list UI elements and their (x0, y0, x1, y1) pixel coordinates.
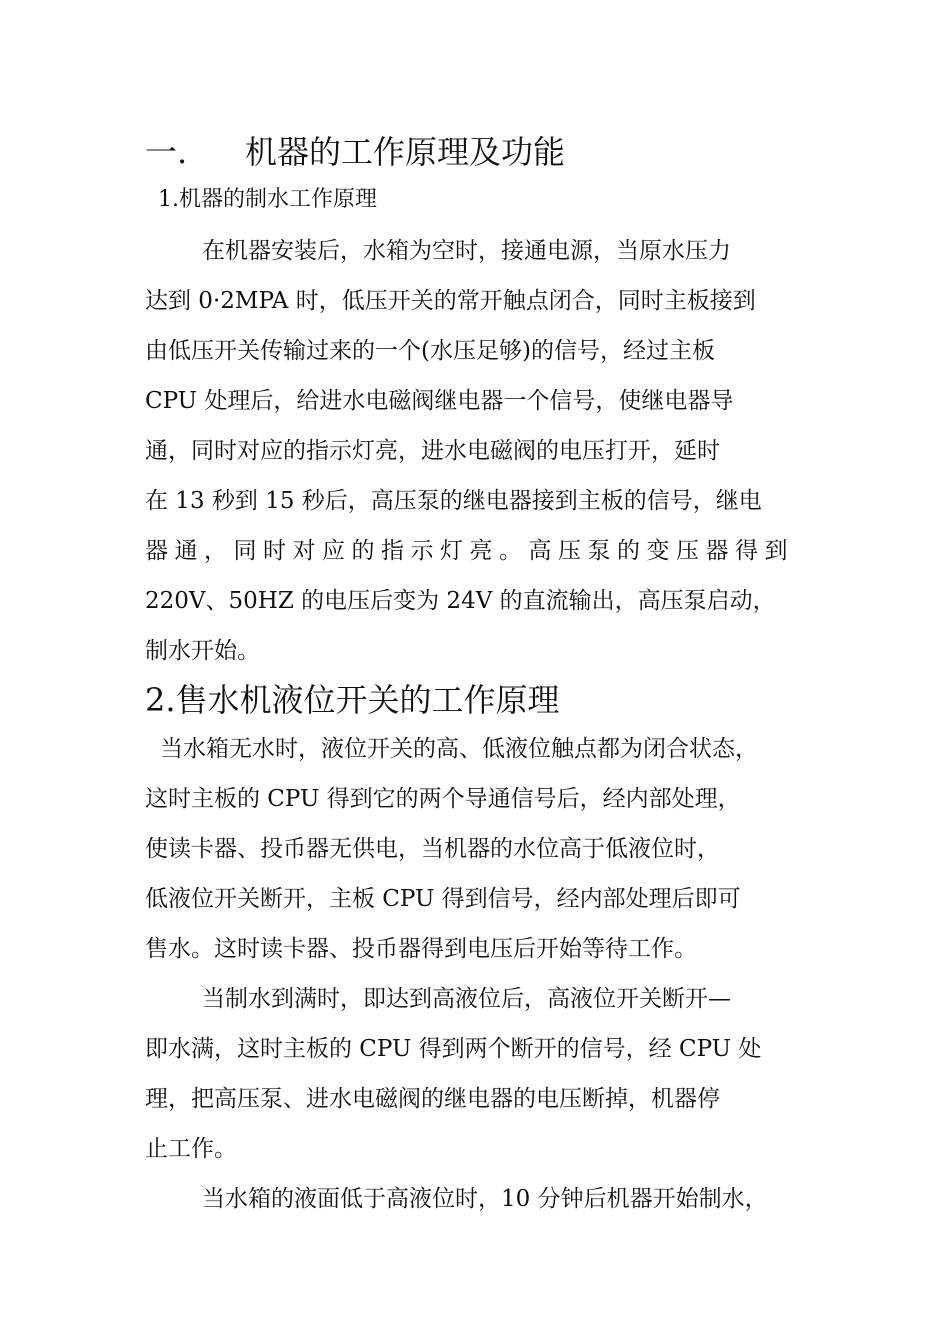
paragraph-line: 理，把高压泵、进水电磁阀的继电器的电压断掉，机器停 (145, 1086, 720, 1112)
section-1-heading (145, 132, 565, 172)
paragraph-line: 当水箱的液面低于高液位时，10 分钟后机器开始制水， (202, 1186, 768, 1212)
paragraph-line: 止工作。 (145, 1136, 237, 1162)
paragraph-line: 低液位开关断开，主板 CPU 得到信号，经内部处理后即可 (145, 886, 741, 912)
paragraph-line: 售水。这时读卡器、投币器得到电压后开始等待工作。 (145, 936, 697, 962)
paragraph-line: 220V、50HZ 的电压后变为 24V 的直流输出，高压泵启动， (145, 588, 776, 614)
paragraph-line: 使读卡器、投币器无供电，当机器的水位高于低液位时， (145, 836, 720, 862)
paragraph-line: 由低压开关传输过来的一个(水压足够)的信号，经过主板 (145, 338, 715, 364)
section-1-number: 一. (145, 133, 188, 171)
paragraph-line: 当水箱无水时，液位开关的高、低液位触点都为闭合状态， (160, 736, 758, 762)
paragraph-line: 在机器安装后，水箱为空时，接通电源，当原水压力 (202, 238, 731, 264)
paragraph-line: 制水开始。 (145, 638, 260, 664)
paragraph-line: 这时主板的 CPU 得到它的两个导通信号后，经内部处理， (145, 786, 741, 812)
section-1-subheading: 1.机器的制水工作原理 (158, 187, 377, 212)
paragraph-line: 通，同时对应的指示灯亮，进水电磁阀的电压打开，延时 (145, 438, 720, 464)
section-1-title: 机器的工作原理及功能 (245, 133, 566, 171)
paragraph-line: 达到 0·2MPA 时，低压开关的常开触点闭合，同时主板接到 (145, 288, 756, 314)
paragraph-line: 在 13 秒到 15 秒后，高压泵的继电器接到主板的信号，继电 (145, 488, 762, 514)
section-2-heading: 2.售水机液位开关的工作原理 (145, 681, 560, 719)
paragraph-line: CPU 处理后，给进水电磁阀继电器一个信号，使继电器导 (145, 388, 734, 414)
paragraph-line: 当制水到满时，即达到高液位后，高液位开关断开— (202, 986, 731, 1012)
paragraph-line: 即水满，这时主板的 CPU 得到两个断开的信号，经 CPU 处 (145, 1036, 762, 1062)
paragraph-line: 器通，同时对应的指示灯亮。高压泵的变压器得到 (145, 538, 794, 564)
